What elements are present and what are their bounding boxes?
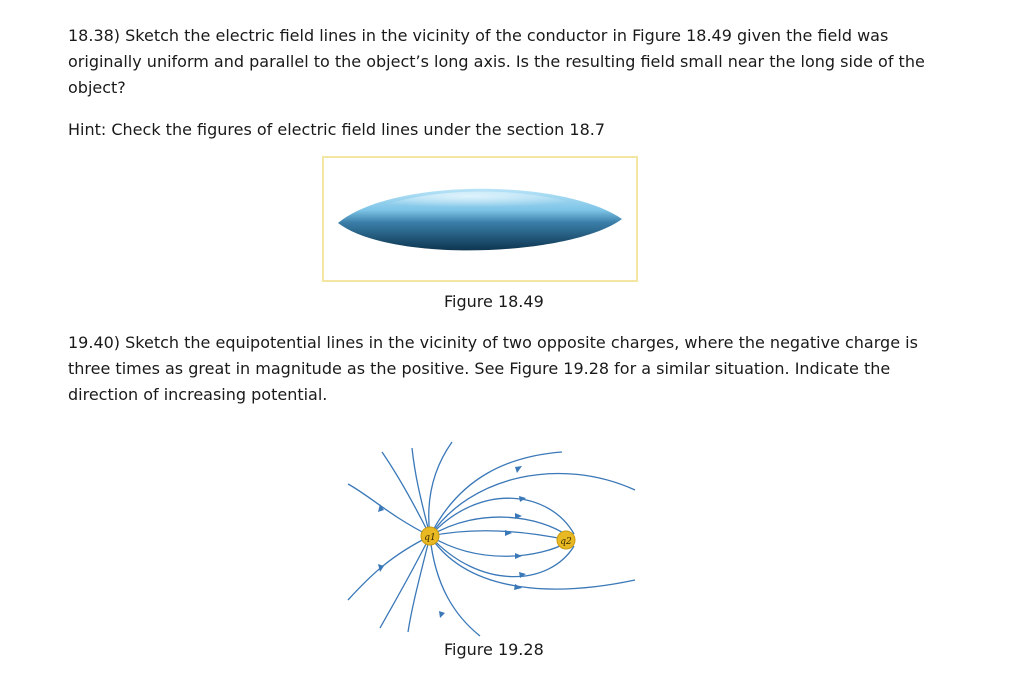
field-line-15 [408, 536, 430, 632]
arrow-6 [515, 466, 522, 473]
field-line-11 [382, 452, 430, 536]
field-line-3 [430, 536, 568, 556]
field-line-13 [348, 536, 430, 600]
arrow-5 [519, 572, 526, 578]
arrow-4 [519, 496, 526, 502]
conductor-figure [322, 156, 638, 282]
arrow-3 [515, 553, 522, 559]
field-line-12 [348, 484, 430, 536]
field-line-7 [430, 536, 635, 589]
field-line-6 [430, 473, 635, 536]
charge-q2-label: q2 [560, 537, 572, 547]
charge-q1-label: q1 [424, 533, 436, 543]
question-19-40: 19.40) Sketch the equipotential lines in the vicinity of two opposite charges, where the negative charge is three times as great in magnitude as the positive. See Figure 19.28 for a similar situation. Indicate the direction of increasing potential. [68, 333, 918, 404]
field-line-1 [430, 531, 568, 540]
figure-19-28-caption: Figure 19.28 [444, 640, 544, 659]
field-line-10 [412, 448, 430, 536]
arrow-10 [439, 611, 445, 618]
hint-text: Hint: Check the figures of electric field lines under the section 18.7 [68, 120, 606, 139]
question-18-38: 18.38) Sketch the electric field lines in the vicinity of the conductor in Figure 18.49 given the field was originally uniform and parallel to the object’s long axis. Is the resulting field small near the long side of the object? [68, 26, 925, 97]
two-charges-field-figure [340, 436, 640, 640]
figure-18-49-caption: Figure 18.49 [444, 292, 544, 311]
field-line-16 [430, 536, 480, 636]
